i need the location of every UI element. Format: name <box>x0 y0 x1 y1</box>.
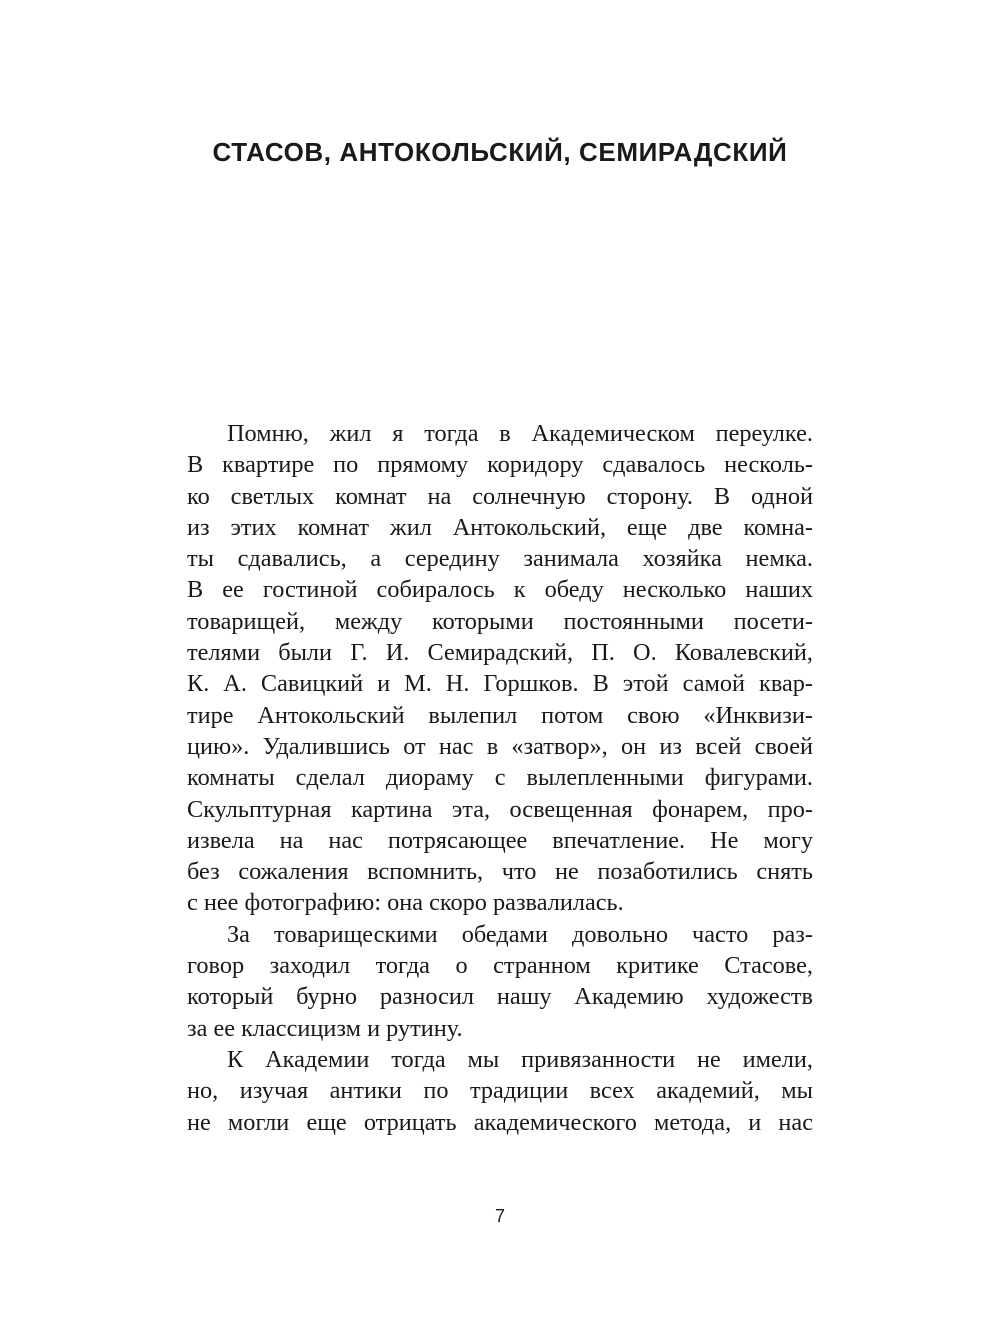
text-line: Скульптурная картина эта, освещенная фонарем, про- <box>187 795 813 823</box>
text-line: с нее фотографию: она скоро развалилась. <box>187 889 624 917</box>
chapter-title: СТАСОВ, АНТОКОЛЬСКИЙ, СЕМИРАДСКИЙ <box>212 137 788 167</box>
text-line: В ее гостиной собиралось к обеду несколько наших <box>187 576 813 604</box>
text-line: комнаты сделал диораму с вылепленными фигурами. <box>187 764 813 792</box>
text-line: К Академии тогда мы привязанности не имели, <box>227 1045 813 1073</box>
text-line: К. А. Савицкий и М. Н. Горшков. В этой самой квар- <box>187 670 813 698</box>
paragraph <box>187 418 813 919</box>
text-line: который бурно разносил нашу Академию художеств <box>187 983 813 1011</box>
body-text <box>187 418 813 1138</box>
text-line: из этих комнат жил Антокольский, еще две комна- <box>187 513 813 541</box>
text-line: За товарищескими обедами довольно часто раз- <box>227 920 813 948</box>
text-line: тире Антокольский вылепил потом свою «Инквизи- <box>187 701 813 729</box>
page-number: 7 <box>494 1206 505 1226</box>
text-line: цию». Удалившись от нас в «затвор», он из всей своей <box>187 732 813 760</box>
text-line: В квартире по прямому коридору сдавалось несколь- <box>187 451 813 479</box>
text-line: не могли еще отрицать академического метода, и нас <box>187 1108 813 1136</box>
paragraph <box>187 919 813 1044</box>
text-line: за ее классицизм и рутину. <box>187 1014 463 1042</box>
text-line: без сожаления вспомнить, что не позаботились снять <box>187 858 813 886</box>
text-line: ко светлых комнат на солнечную сторону. В одной <box>187 482 813 510</box>
text-line: говор заходил тогда о странном критике Стасове, <box>187 952 813 980</box>
text-line: ты сдавались, а середину занимала хозяйка немка. <box>187 545 813 573</box>
text-line: но, изучая антики по традиции всех академий, мы <box>187 1077 813 1105</box>
text-line: Помню, жил я тогда в Академическом переулке. <box>227 420 813 447</box>
text-line: товарищей, между которыми постоянными посети- <box>187 607 813 635</box>
text-line: извела на нас потрясающее впечатление. Не могу <box>187 826 813 854</box>
paragraph <box>187 1044 813 1138</box>
text-line: телями были Г. И. Семирадский, П. О. Ковалевский, <box>187 639 813 667</box>
